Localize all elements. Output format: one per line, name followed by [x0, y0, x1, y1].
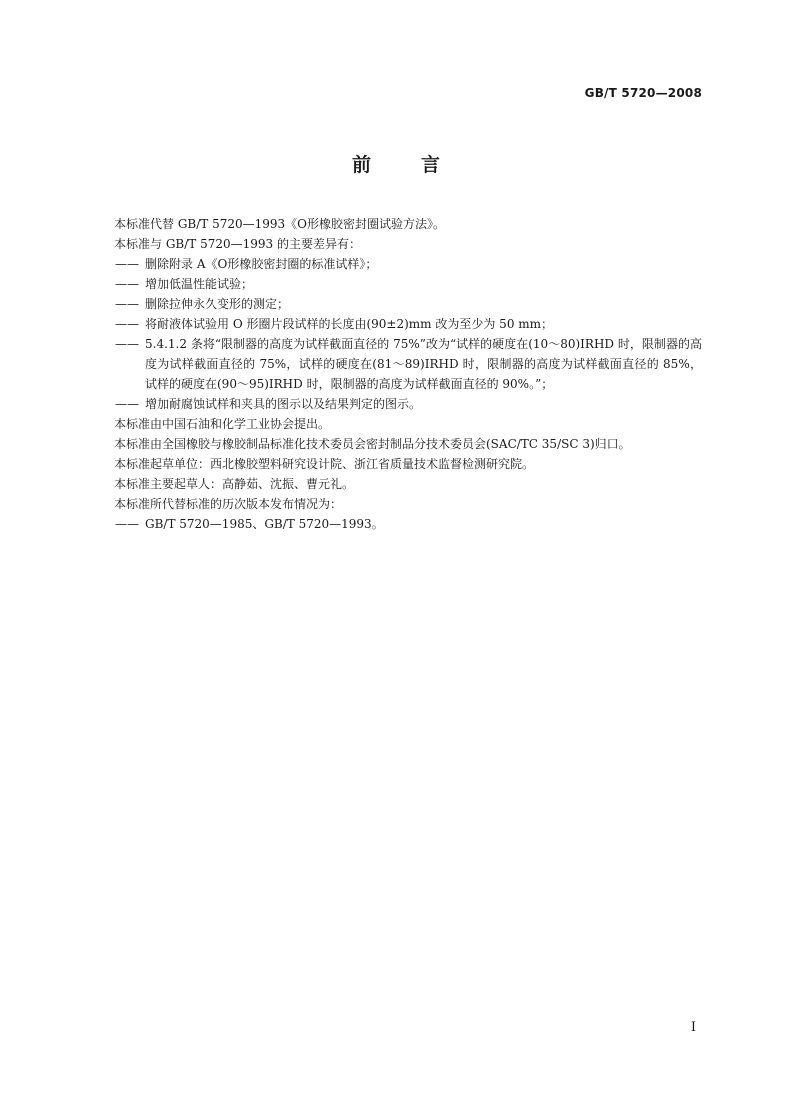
- history-item-text: GB/T 5720—1985、GB/T 5720—1993。: [145, 517, 384, 531]
- paragraph-proposed-by: 本标准由中国石油和化学工业协会提出。: [114, 417, 331, 431]
- paragraph-drafters: 本标准主要起草人：高静茹、沈振、曹元礼。: [114, 477, 355, 491]
- change-item: [90, 314, 702, 334]
- history-item: [90, 514, 702, 534]
- change-item: [90, 274, 702, 294]
- page-title: [0, 150, 792, 177]
- change-item-text: 增加低温性能试验；: [145, 277, 254, 291]
- change-item: [90, 254, 702, 274]
- paragraph-history-intro: 本标准所代替标准的历次版本发布情况为：: [114, 497, 343, 511]
- change-item-text: 5.4.1.2 条将“限制器的高度为试样截面直径的 75%”改为“试样的硬度在(10～80)IRHD 时，限制器的高度为试样截面直径的 75%，试样的硬度在(81～89)IRHD 时，限制器的高度为试样截面直径的 85%，试样的硬度在(90～95)IRHD 时，限制器的高度为试样截面直径的 90%。”；: [145, 337, 702, 391]
- paragraph-replaces: 本标准代替 GB/T 5720—1993《O形橡胶密封圈试验方法》。: [114, 217, 445, 231]
- change-item-text: 增加耐腐蚀试样和夹具的图示以及结果判定的图示。: [145, 397, 422, 411]
- dash-marker: ——: [115, 257, 139, 271]
- foreword-body: [90, 214, 702, 534]
- paragraph-drafting-units: 本标准起草单位：西北橡胶塑料研究设计院、浙江省质量技术监督检测研究院。: [114, 457, 535, 471]
- title-char-1: 前: [351, 154, 371, 176]
- dash-marker: ——: [115, 517, 139, 531]
- title-char-2: 言: [421, 154, 441, 176]
- change-item: [90, 394, 702, 414]
- page-number: I: [690, 1020, 696, 1035]
- change-item-text: 删除附录 A《O形橡胶密封圈的标准试样》；: [145, 257, 378, 271]
- standard-number: GB/T 5720—2008: [584, 86, 702, 100]
- dash-marker: ——: [115, 337, 139, 351]
- paragraph-under-jurisdiction: 本标准由全国橡胶与橡胶制品标准化技术委员会密封制品分技术委员会(SAC/TC 35/SC 3)归口。: [114, 437, 631, 451]
- dash-marker: ——: [115, 317, 139, 331]
- dash-marker: ——: [115, 277, 139, 291]
- change-item-text: 删除拉伸永久变形的测定；: [145, 297, 290, 311]
- change-item: [90, 334, 702, 394]
- change-item-text: 将耐液体试验用 O 形圈片段试样的长度由(90±2)mm 改为至少为 50 mm；: [145, 317, 554, 331]
- change-item: [90, 294, 702, 314]
- dash-marker: ——: [115, 397, 139, 411]
- paragraph-differences-intro: 本标准与 GB/T 5720—1993 的主要差异有：: [114, 237, 361, 251]
- dash-marker: ——: [115, 297, 139, 311]
